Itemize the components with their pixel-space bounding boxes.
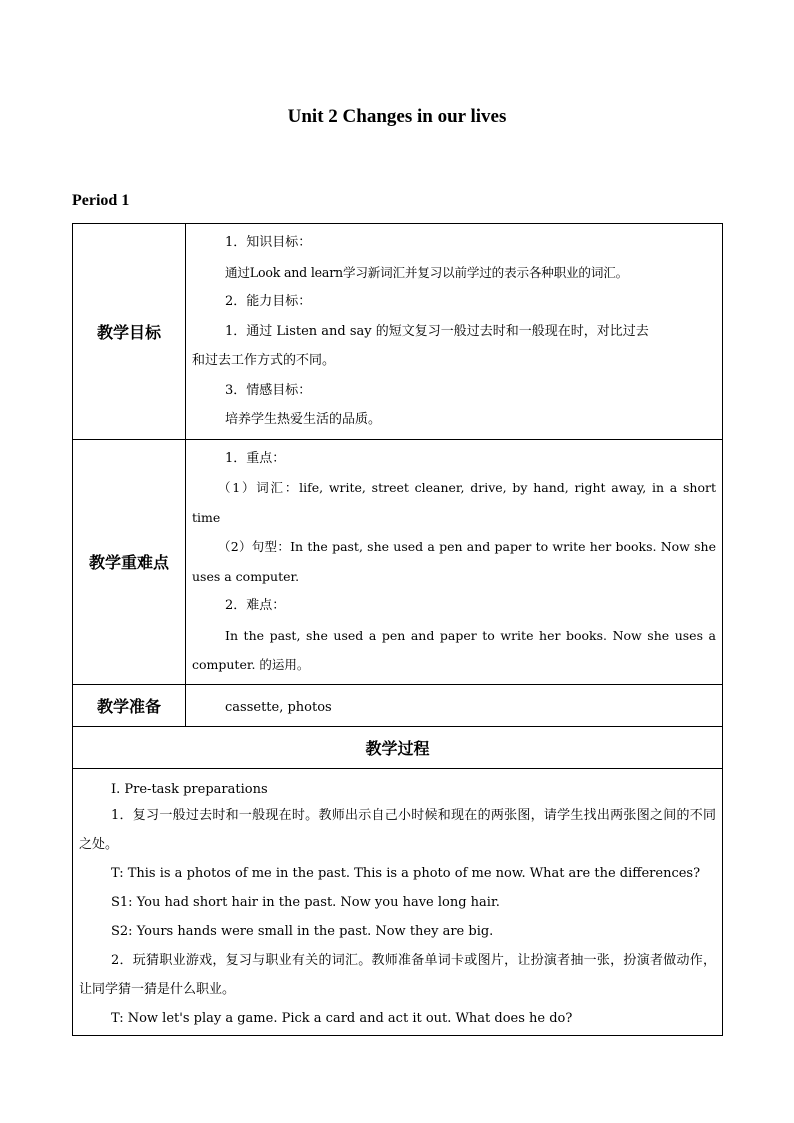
objective-line: 通过Look and learn学习新词汇并复习以前学过的表示各种职业的词汇。 bbox=[225, 264, 629, 280]
keypoint-line: In the past, she used a pen and paper to write her books. Now she uses a computer. 的运用。 bbox=[192, 627, 716, 672]
keypoint-line: 2．难点： bbox=[225, 598, 286, 613]
process-label: 教学过程 bbox=[73, 726, 723, 768]
process-line: S2: Yours hands were small in the past. Now they are big. bbox=[111, 923, 494, 939]
process-line: I. Pre-task preparations bbox=[111, 781, 268, 797]
keypoints-label: 教学重难点 bbox=[73, 439, 186, 684]
process-line: 2．玩猜职业游戏，复习与职业有关的词汇。教师准备单词卡或图片，让扮演者抽一张，扮演者做动作，让同学猜一猜是什么职业。 bbox=[79, 952, 716, 997]
process-line: S1: You had short hair in the past. Now you have long hair. bbox=[111, 894, 500, 910]
keypoints-content bbox=[186, 439, 723, 684]
keypoint-line: （2）句型：In the past, she used a pen and paper to write her books. Now she uses a computer. bbox=[192, 539, 716, 584]
prep-label: 教学准备 bbox=[73, 684, 186, 726]
prep-content bbox=[186, 684, 723, 726]
objective-line: 和过去工作方式的不同。 bbox=[192, 353, 336, 368]
process-head-row bbox=[73, 726, 723, 768]
prep-text: cassette, photos bbox=[225, 700, 332, 715]
process-line: T: This is a photos of me in the past. This is a photo of me now. What are the differences? bbox=[111, 865, 701, 881]
objective-line: 2．能力目标： bbox=[225, 294, 312, 309]
process-content bbox=[73, 768, 723, 1035]
period-heading: Period 1 bbox=[72, 192, 130, 209]
process-row bbox=[73, 768, 723, 1035]
keypoint-line: 1．重点： bbox=[225, 450, 286, 466]
keypoints-row bbox=[73, 439, 723, 684]
objectives-label: 教学目标 bbox=[73, 224, 186, 440]
objectives-content bbox=[186, 224, 723, 440]
prep-row bbox=[73, 684, 723, 726]
objective-line: 1．知识目标： bbox=[225, 235, 312, 250]
lesson-plan-table bbox=[72, 223, 723, 1036]
keypoint-line: （1）词汇：life, write, street cleaner, drive, by hand, right away, in a short time bbox=[192, 480, 716, 525]
process-line: T: Now let's play a game. Pick a card and act it out. What does he do? bbox=[111, 1010, 573, 1026]
document-title: Unit 2 Changes in our lives bbox=[287, 106, 507, 127]
objectives-row bbox=[73, 224, 723, 440]
objective-line: 3．情感目标： bbox=[225, 382, 312, 398]
process-line: 1．复习一般过去时和一般现在时。教师出示自己小时候和现在的两张图，请学生找出两张图之间的不同之处。 bbox=[79, 807, 716, 852]
objective-line: 1．通过 Listen and say 的短文复习一般过去时和一般现在时，对比过去 bbox=[225, 323, 649, 339]
objective-line: 培养学生热爱生活的品质。 bbox=[225, 412, 382, 427]
